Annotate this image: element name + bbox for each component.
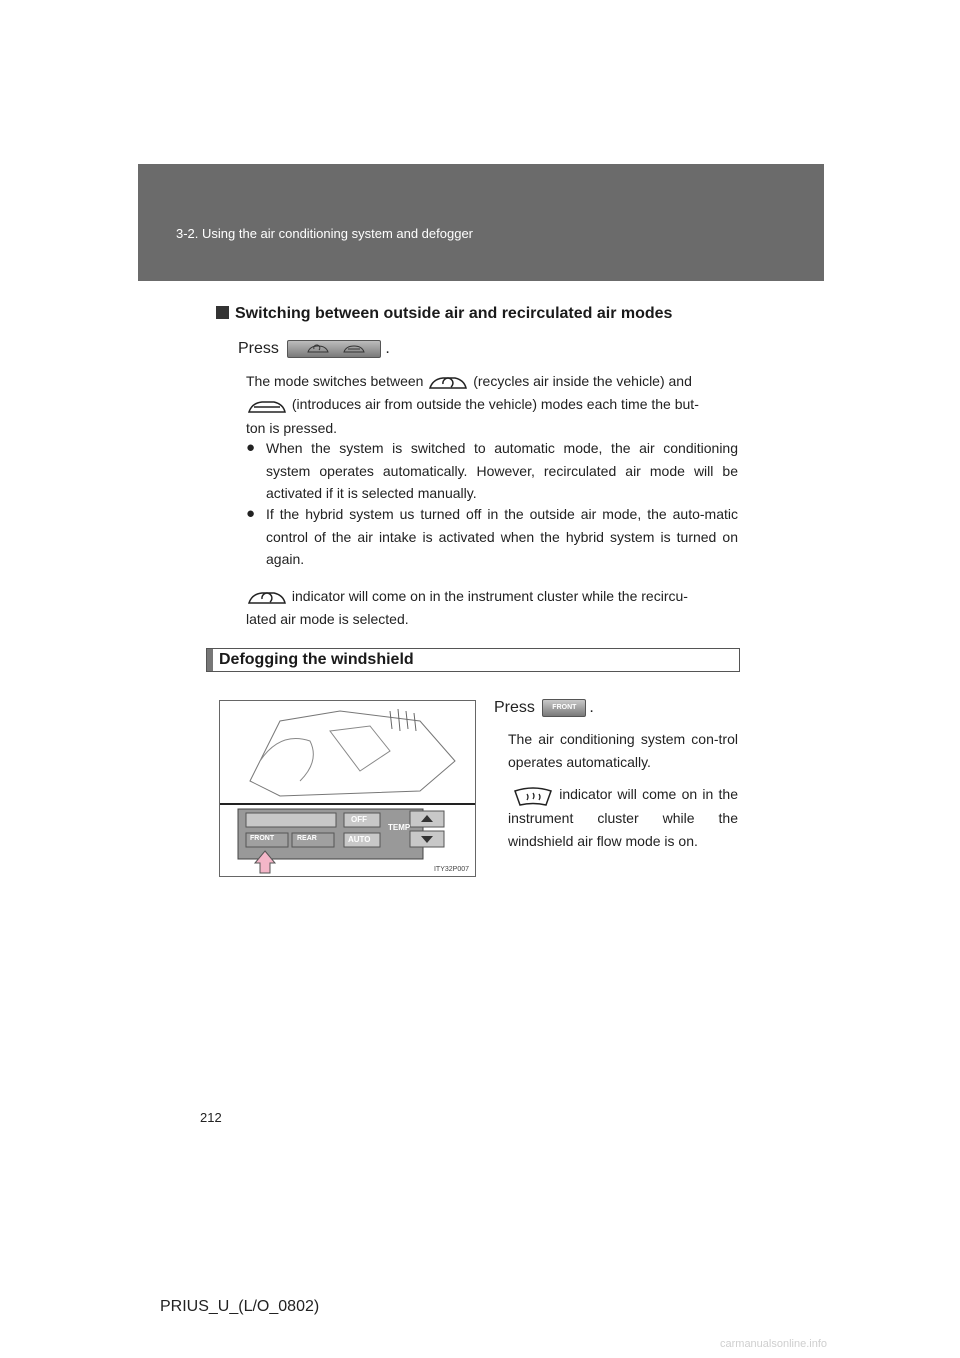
switching-heading: Switching between outside air and recirculated air modes <box>216 305 672 323</box>
bullet-dot-icon: ● <box>246 505 256 522</box>
page-number: 212 <box>200 1110 222 1125</box>
defogging-heading-box <box>206 648 740 672</box>
footer-code: PRIUS_U_(L/O_0802) <box>160 1298 320 1315</box>
recirculate-indicator-icon <box>246 586 288 608</box>
recirculate-car-icon <box>427 371 469 393</box>
watermark: carmanualsonline.info <box>720 1338 828 1350</box>
front-defog-button-icon: FRONT <box>542 699 586 717</box>
press-front-line: Press FRONT . <box>494 699 594 716</box>
auto-button-label: AUTO <box>348 835 371 844</box>
mode-paragraph: The mode switches between (recycles air inside the vehicle) and (introduces air from outside the vehicle) modes each time the but- ton is pressed. <box>246 373 699 436</box>
off-button-label: OFF <box>351 815 367 824</box>
press-recirc-line: Press . <box>238 340 390 358</box>
square-bullet-icon <box>216 306 229 319</box>
figure-code: ITY32P007 <box>433 866 469 873</box>
bullet-automatic-mode: ● When the system is switched to automatic mode, the air conditioning system operates automatically. However, recirculated air mode will be activated if it is selected manually. <box>246 439 738 501</box>
ac-control-figure <box>219 700 476 877</box>
bullet-dot-icon: ● <box>246 439 256 456</box>
section-title: 3-2. Using the air conditioning system and defogger <box>176 226 474 241</box>
recirc-button-icon <box>287 340 381 358</box>
front-button-label: FRONT <box>250 835 275 842</box>
defog-indicator-paragraph: indicator will come on in the instrument cluster while the windshield air flow mode is on. <box>508 783 738 852</box>
dashboard-illustration <box>220 701 475 876</box>
recirc-indicator-paragraph: indicator will come on in the instrument cluster while the recircu- lated air mode is selected. <box>246 588 688 628</box>
header-band <box>138 164 824 281</box>
windshield-defog-icon <box>512 783 554 807</box>
temp-label: TEMP <box>388 823 411 832</box>
recirc-button-glyphs <box>288 341 380 357</box>
heading-accent-bar <box>207 649 213 671</box>
outside-air-car-icon <box>246 395 288 417</box>
defogging-heading: Defogging the windshield <box>219 651 414 668</box>
auto-control-text: The air conditioning system con-trol operates automatically. <box>508 731 738 770</box>
rear-button-label: REAR <box>297 835 317 842</box>
bullet-hybrid-off: ● If the hybrid system us turned off in the outside air mode, the auto-matic control of the air intake is activated when the hybrid system is turned on again. <box>246 505 738 567</box>
